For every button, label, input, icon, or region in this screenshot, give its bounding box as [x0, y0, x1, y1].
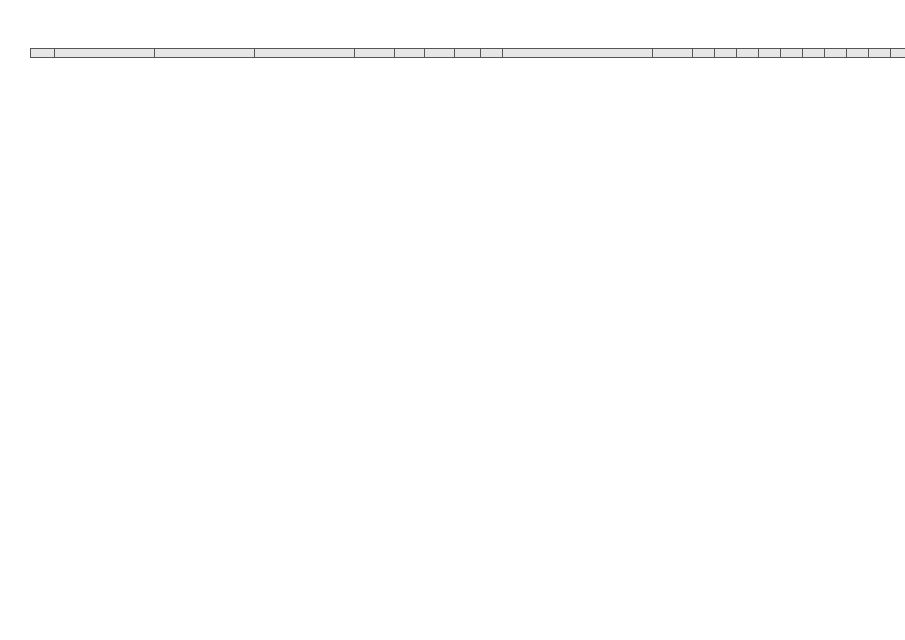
- column-header: [503, 49, 653, 58]
- column-header: [55, 49, 155, 58]
- register-table: [30, 48, 905, 58]
- column-header: [737, 49, 759, 58]
- column-header: [155, 49, 255, 58]
- column-header: [847, 49, 869, 58]
- column-header: [653, 49, 693, 58]
- register-sheet: [30, 48, 890, 58]
- column-header: [481, 49, 503, 58]
- column-header: [455, 49, 481, 58]
- column-header: [31, 49, 55, 58]
- column-header: [395, 49, 425, 58]
- column-header: [255, 49, 355, 58]
- column-header: [825, 49, 847, 58]
- column-header: [355, 49, 395, 58]
- column-header: [891, 49, 905, 58]
- column-header: [715, 49, 737, 58]
- column-header: [803, 49, 825, 58]
- column-header: [759, 49, 781, 58]
- table-header-row: [31, 49, 905, 58]
- column-header: [869, 49, 891, 58]
- column-header: [693, 49, 715, 58]
- column-header: [781, 49, 803, 58]
- column-header: [425, 49, 455, 58]
